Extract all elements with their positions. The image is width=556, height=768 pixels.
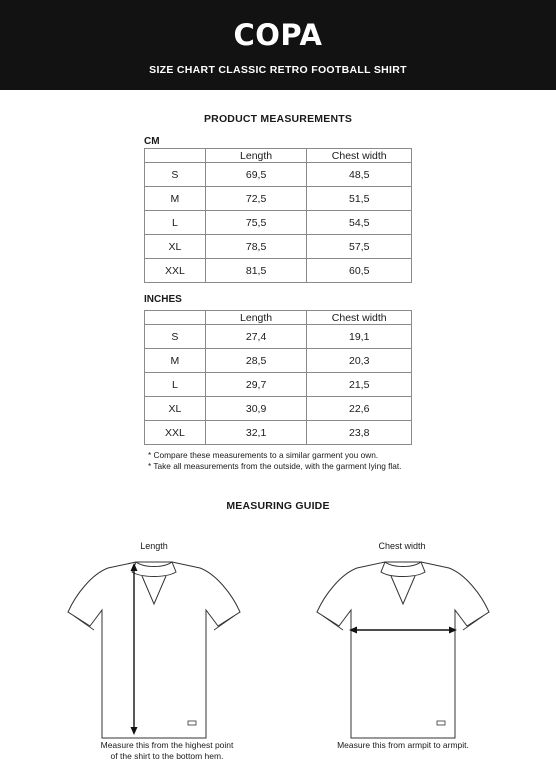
chest-width-cell: 20,3 bbox=[307, 349, 412, 373]
measuring-guide-title: MEASURING GUIDE bbox=[226, 500, 330, 512]
hem-tag bbox=[188, 721, 196, 725]
shirt-collar bbox=[381, 562, 425, 577]
size-cell: S bbox=[145, 325, 206, 349]
chest-width-column-header: Chest width bbox=[307, 311, 412, 325]
length-cell: 78,5 bbox=[205, 235, 307, 259]
hem-tag bbox=[437, 721, 445, 725]
inches-size-table bbox=[144, 310, 412, 445]
shirt-outline bbox=[317, 562, 489, 738]
size-cell: XXL bbox=[145, 421, 206, 445]
sleeve-cuff-right bbox=[463, 616, 483, 630]
table-row bbox=[145, 349, 412, 373]
header-banner bbox=[0, 0, 556, 90]
chest-shirt-diagram bbox=[311, 554, 495, 740]
note-compare: * Compare these measurements to a similar garment you own. bbox=[148, 450, 379, 460]
brand-logo: COPA bbox=[233, 18, 323, 52]
size-column-header bbox=[145, 149, 206, 163]
chest-width-cell: 22,6 bbox=[307, 397, 412, 421]
page-subtitle: SIZE CHART CLASSIC RETRO FOOTBALL SHIRT bbox=[149, 64, 407, 76]
length-cell: 28,5 bbox=[205, 349, 307, 373]
size-cell: L bbox=[145, 373, 206, 397]
table-row bbox=[145, 397, 412, 421]
size-cell: M bbox=[145, 349, 206, 373]
chest-width-cell: 60,5 bbox=[307, 259, 412, 283]
length-column-header: Length bbox=[205, 311, 307, 325]
length-cell: 72,5 bbox=[205, 187, 307, 211]
chest-width-column-header: Chest width bbox=[307, 149, 412, 163]
product-measurements-title: PRODUCT MEASUREMENTS bbox=[203, 113, 353, 125]
chest-width-cell: 19,1 bbox=[307, 325, 412, 349]
length-caption-line-1: Measure this from the highest point bbox=[100, 740, 234, 750]
length-caption-line-2: of the shirt to the bottom hem. bbox=[110, 751, 224, 761]
sleeve-cuff-left bbox=[74, 616, 94, 630]
length-cell: 29,7 bbox=[205, 373, 307, 397]
chest-width-cell: 51,5 bbox=[307, 187, 412, 211]
length-measure-arrow bbox=[131, 563, 138, 735]
size-cell: L bbox=[145, 211, 206, 235]
note-lying-flat: * Take all measurements from the outside, with the garment lying flat. bbox=[148, 461, 402, 471]
cm-unit-label: CM bbox=[144, 136, 160, 147]
chest-measure-arrow bbox=[349, 627, 457, 634]
sleeve-cuff-left bbox=[323, 616, 343, 630]
chest-width-cell: 48,5 bbox=[307, 163, 412, 187]
length-cell: 30,9 bbox=[205, 397, 307, 421]
measurement-notes bbox=[148, 450, 418, 472]
size-cell: S bbox=[145, 163, 206, 187]
size-column-header bbox=[145, 311, 206, 325]
table-row bbox=[145, 325, 412, 349]
table-row bbox=[145, 235, 412, 259]
inches-unit-label: INCHES bbox=[144, 294, 182, 305]
chest-width-cell: 54,5 bbox=[307, 211, 412, 235]
table-header-row bbox=[145, 149, 412, 163]
table-row bbox=[145, 259, 412, 283]
chest-guide-label: Chest width bbox=[378, 541, 426, 551]
shirt-outline bbox=[68, 562, 240, 738]
size-cell: XXL bbox=[145, 259, 206, 283]
length-column-header: Length bbox=[205, 149, 307, 163]
chest-width-cell: 23,8 bbox=[307, 421, 412, 445]
length-shirt-diagram bbox=[62, 554, 246, 740]
sleeve-cuff-right bbox=[214, 616, 234, 630]
table-row bbox=[145, 373, 412, 397]
length-guide-caption bbox=[64, 740, 270, 762]
table-header-row bbox=[145, 311, 412, 325]
shirt-placket bbox=[391, 576, 415, 604]
length-guide-label: Length bbox=[140, 541, 168, 551]
cm-size-table bbox=[144, 148, 412, 283]
table-row bbox=[145, 211, 412, 235]
chest-width-cell: 21,5 bbox=[307, 373, 412, 397]
table-row bbox=[145, 187, 412, 211]
length-cell: 75,5 bbox=[205, 211, 307, 235]
chest-width-cell: 57,5 bbox=[307, 235, 412, 259]
length-cell: 32,1 bbox=[205, 421, 307, 445]
length-cell: 69,5 bbox=[205, 163, 307, 187]
size-cell: XL bbox=[145, 397, 206, 421]
size-cell: M bbox=[145, 187, 206, 211]
table-row bbox=[145, 163, 412, 187]
length-cell: 81,5 bbox=[205, 259, 307, 283]
shirt-collar bbox=[132, 562, 176, 577]
shirt-placket bbox=[142, 576, 166, 604]
length-cell: 27,4 bbox=[205, 325, 307, 349]
table-row bbox=[145, 421, 412, 445]
size-cell: XL bbox=[145, 235, 206, 259]
chest-guide-caption: Measure this from armpit to armpit. bbox=[337, 740, 469, 750]
